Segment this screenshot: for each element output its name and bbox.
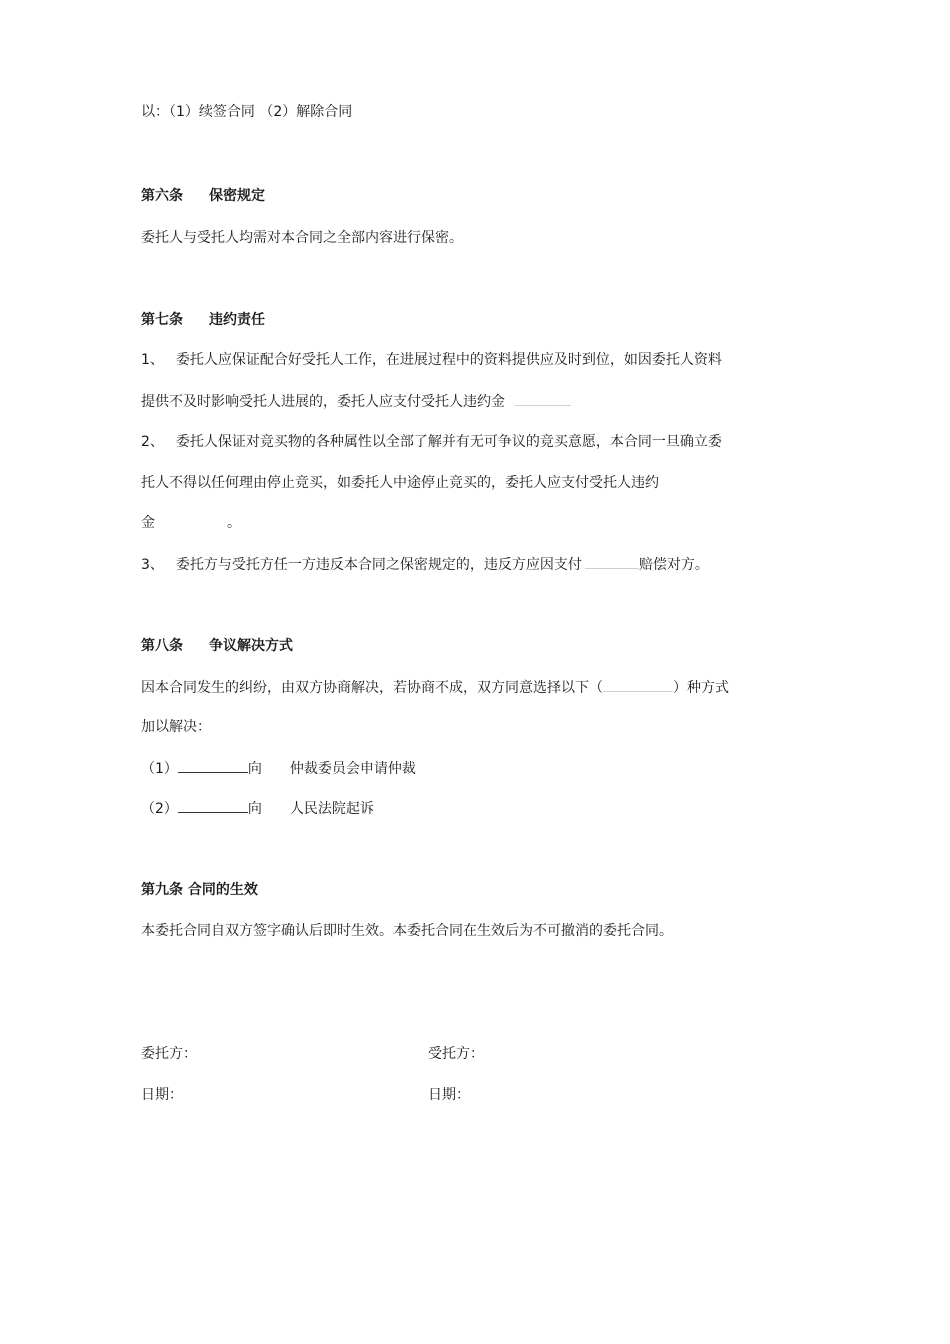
article-8-text-b: ）种方式 <box>673 680 729 696</box>
article-8-line-1 <box>141 677 729 698</box>
article-8-heading <box>141 636 293 656</box>
article-7-title: 违约责任 <box>209 312 265 328</box>
article-6-number: 第六条 <box>141 188 183 204</box>
renewal-options: 以：（1）续签合同 （2）解除合同 <box>141 104 353 120</box>
article-6-title: 保密规定 <box>209 188 265 204</box>
article-6-heading <box>141 186 265 206</box>
item-3-number: 3、 <box>141 557 164 573</box>
client-date-label: 日期： <box>141 1087 183 1103</box>
court-location-blank[interactable] <box>178 798 248 813</box>
item-3-text-end: 赔偿对方。 <box>638 557 709 573</box>
item-2-period: 。 <box>227 515 241 531</box>
article-7-number: 第七条 <box>141 312 183 328</box>
agent-date-label: 日期： <box>428 1087 470 1103</box>
article-7-item-2-end <box>141 513 241 533</box>
agent-signature-label: 受托方： <box>428 1046 484 1062</box>
item-1-number: 1、 <box>141 352 164 368</box>
article-7-heading <box>141 310 265 330</box>
dispute-option-1 <box>141 758 416 779</box>
article-8-text-a: 因本合同发生的纠纷，由双方协商解决，若协商不成，双方同意选择以下（ <box>141 680 603 696</box>
option-1-xiang: 向 <box>247 761 262 777</box>
arbitration-location-blank[interactable] <box>178 758 248 773</box>
client-signature-label: 委托方： <box>141 1046 197 1062</box>
item-2-number: 2、 <box>141 434 164 450</box>
option-1-text: 仲裁委员会申请仲裁 <box>289 761 416 777</box>
option-2-number: （2） <box>141 801 178 817</box>
article-8-line-2: 加以解决： <box>141 719 211 735</box>
article-7-item-1-cont <box>141 391 571 412</box>
compensation-blank[interactable] <box>585 554 639 569</box>
item-1-text-cont: 提供不及时影响受托人进展的，委托人应支付受托人违约金 <box>141 394 505 410</box>
method-count-blank[interactable] <box>603 677 673 692</box>
item-1-text: 委托人应保证配合好受托人工作，在进展过程中的资料提供应及时到位，如因委托人资料 <box>175 352 722 368</box>
article-7-item-1 <box>141 350 722 370</box>
item-2-text: 委托人保证对竞买物的各种属性以全部了解并有无可争议的竞买意愿，本合同一旦确立委 <box>175 434 722 450</box>
article-9-heading: 第九条 合同的生效 <box>141 882 258 898</box>
article-8-title: 争议解决方式 <box>209 638 293 654</box>
article-6-body: 委托人与受托人均需对本合同之全部内容进行保密。 <box>141 230 463 246</box>
option-1-number: （1） <box>141 761 178 777</box>
article-9-body: 本委托合同自双方签字确认后即时生效。本委托合同在生效后为不可撤消的委托合同。 <box>141 923 673 939</box>
item-3-text: 委托方与受托方任一方违反本合同之保密规定的，违反方应因支付 <box>175 557 582 573</box>
article-7-item-2-cont: 托人不得以任何理由停止竞买，如委托人中途停止竞买的，委托人应支付受托人违约 <box>141 475 659 491</box>
penalty-amount-blank[interactable] <box>515 391 571 406</box>
dispute-option-2 <box>141 798 374 819</box>
article-7-item-2 <box>141 432 722 452</box>
item-2-jin: 金 <box>141 515 155 531</box>
article-8-number: 第八条 <box>141 638 183 654</box>
option-2-text: 人民法院起诉 <box>289 801 374 817</box>
option-2-xiang: 向 <box>247 801 262 817</box>
article-7-item-3 <box>141 554 709 575</box>
